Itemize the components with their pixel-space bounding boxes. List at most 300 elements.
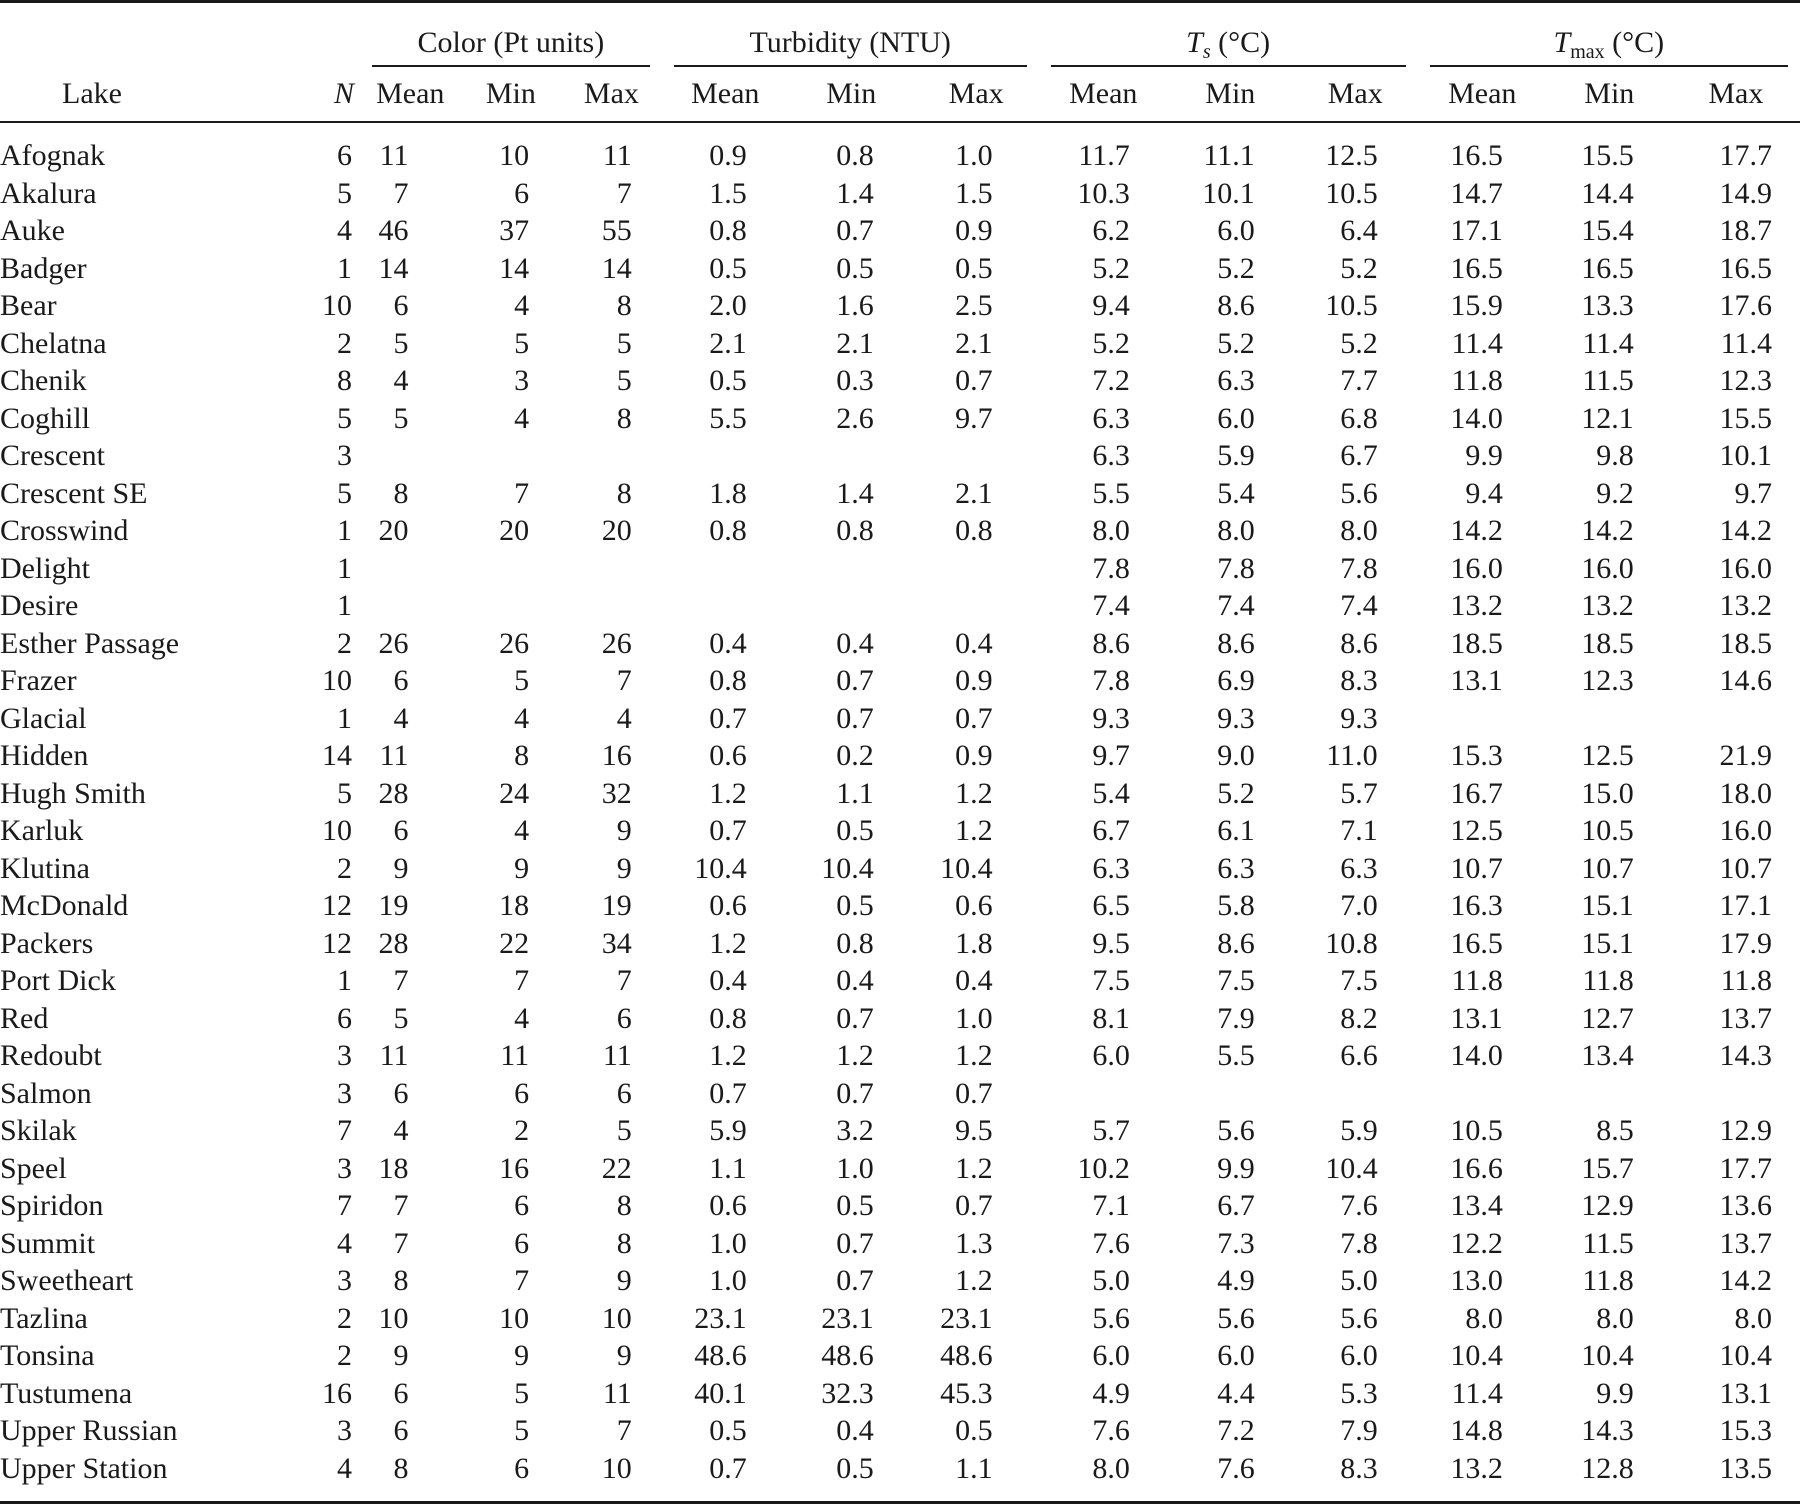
value-cell: 9.9: [1596, 1376, 1634, 1410]
value-cell: 0.8: [836, 514, 874, 547]
value-cell: 1.5: [709, 176, 747, 210]
table-row: [0, 587, 1800, 625]
value-cell: 0.7: [955, 701, 993, 735]
value-cell: 8.6: [1092, 626, 1130, 660]
value-cell: 0.5: [709, 1414, 747, 1447]
value-cell: 5.2: [1092, 251, 1130, 285]
value-cell: 18.5: [1581, 626, 1634, 660]
value-cell: 15.1: [1581, 926, 1634, 960]
value-cell: 13.4: [1581, 1039, 1634, 1072]
value-cell: 5: [616, 326, 632, 360]
value-cell: 0.7: [836, 1226, 874, 1260]
value-cell: 1.2: [709, 776, 747, 810]
value-cell: 9.0: [1217, 739, 1255, 772]
value-cell: 0.8: [836, 926, 874, 960]
table-row: [0, 475, 1800, 513]
value-cell: 1.1: [836, 776, 874, 810]
table-row: [0, 1037, 1800, 1075]
value-cell: 8: [514, 739, 530, 772]
value-cell: [662, 587, 789, 625]
value-cell: 4.4: [1217, 1376, 1255, 1410]
value-cell: 9: [616, 1339, 632, 1372]
value-cell: 20: [378, 514, 409, 547]
value-cell: 4: [514, 401, 530, 435]
value-cell: 5.6: [1340, 476, 1378, 510]
value-cell: 7.4: [1340, 589, 1378, 622]
value-cell: 6.3: [1217, 851, 1255, 885]
lake-name-cell: Akalura: [0, 176, 97, 210]
value-cell: 12.5: [1325, 139, 1378, 172]
value-cell: 16.6: [1450, 1151, 1503, 1185]
value-cell: 1.2: [836, 1039, 874, 1072]
value-cell: 10: [499, 139, 530, 172]
value-cell: 2.6: [836, 401, 874, 435]
value-cell: 16.0: [1450, 551, 1503, 585]
value-cell: 5: [514, 326, 530, 360]
value-cell: 9: [393, 1339, 409, 1372]
value-cell: 5.0: [1340, 1264, 1378, 1297]
value-cell: 6.5: [1092, 889, 1130, 922]
value-cell: 11.1: [1203, 139, 1255, 172]
value-cell: 11: [602, 139, 632, 172]
table-row: [0, 1187, 1800, 1225]
value-cell: 5.5: [1217, 1039, 1255, 1072]
value-cell: 17.1: [1719, 889, 1772, 922]
value-cell: 5: [514, 1376, 530, 1410]
value-cell: 17.7: [1719, 139, 1772, 172]
value-cell: 10.4: [694, 851, 747, 885]
value-cell: 1.0: [955, 139, 993, 172]
value-cell: 24: [499, 776, 530, 810]
column-header-turbidity-max: Max: [948, 77, 1004, 111]
value-cell: 26: [601, 626, 632, 660]
table-row: [0, 1450, 1800, 1488]
value-cell: 5.5: [1092, 476, 1130, 510]
value-cell: 14.2: [1581, 514, 1634, 547]
value-cell: 9.3: [1092, 701, 1130, 735]
value-cell: 7: [616, 1414, 632, 1447]
value-cell: 0.7: [955, 1189, 993, 1222]
value-cell: 7: [616, 964, 632, 997]
group-header-color: [360, 2, 662, 68]
value-cell: 10.3: [1077, 176, 1130, 210]
sample-count-cell: 7: [336, 1114, 352, 1147]
value-cell: 14.7: [1450, 176, 1503, 210]
lake-name-cell: Hidden: [0, 739, 89, 772]
lake-name-cell: Crescent: [0, 439, 105, 472]
value-cell: 10.4: [1581, 1339, 1634, 1372]
value-cell: 7.5: [1217, 964, 1255, 997]
value-cell: 5.2: [1340, 251, 1378, 285]
group-subscript-s: s: [1202, 40, 1211, 63]
value-cell: 13.3: [1581, 289, 1634, 322]
value-cell: [1293, 1075, 1418, 1113]
table-row: [0, 812, 1800, 850]
value-cell: 1.5: [955, 176, 993, 210]
value-cell: 13.7: [1719, 1226, 1772, 1260]
value-cell: 6.0: [1092, 1339, 1130, 1372]
sample-count-cell: 3: [336, 439, 352, 472]
group-symbol-ts: T: [1186, 25, 1203, 59]
group-header-surface-temp: [1039, 2, 1418, 68]
value-cell: 11.8: [1582, 1264, 1634, 1297]
value-cell: 0.5: [709, 364, 747, 397]
lake-name-cell: Packers: [0, 926, 94, 960]
value-cell: 1.0: [955, 1001, 993, 1035]
value-cell: 6: [393, 289, 409, 322]
value-cell: 1.1: [709, 1151, 747, 1185]
sample-count-cell: 2: [336, 851, 352, 885]
lake-name-cell: Salmon: [0, 1076, 92, 1110]
value-cell: 14.2: [1450, 514, 1503, 547]
value-cell: 0.8: [709, 214, 747, 247]
value-cell: 4: [393, 1114, 409, 1147]
value-cell: 8.0: [1340, 514, 1378, 547]
value-cell: 6.4: [1340, 214, 1378, 247]
value-cell: 37: [499, 214, 530, 247]
value-cell: [461, 550, 562, 588]
lake-name-cell: Tazlina: [0, 1301, 88, 1335]
value-cell: 48.6: [694, 1339, 747, 1372]
value-cell: 6.7: [1092, 814, 1130, 847]
column-header-lake: Lake: [62, 77, 122, 111]
sample-count-cell: 6: [336, 1001, 352, 1035]
value-cell: 14.2: [1719, 514, 1772, 547]
value-cell: 1.2: [955, 1039, 993, 1072]
sample-count-cell: 7: [336, 1189, 352, 1222]
value-cell: 1.2: [709, 1039, 747, 1072]
lake-name-cell: Summit: [0, 1226, 96, 1260]
value-cell: [1672, 700, 1800, 738]
sample-count-cell: 6: [336, 139, 352, 172]
table-row: [0, 1150, 1800, 1188]
table-row: [0, 1262, 1800, 1300]
value-cell: 6.0: [1217, 401, 1255, 435]
value-cell: 23.1: [821, 1301, 874, 1335]
sample-count-cell: 1: [336, 251, 352, 285]
value-cell: 8: [616, 1189, 632, 1222]
value-cell: 14.4: [1581, 176, 1634, 210]
value-cell: 5: [616, 364, 632, 397]
value-cell: 0.6: [709, 1189, 747, 1222]
value-cell: 0.5: [955, 251, 993, 285]
value-cell: 1.2: [955, 814, 993, 847]
value-cell: 12.7: [1581, 1001, 1634, 1035]
value-cell: 16.5: [1450, 926, 1503, 960]
value-cell: 5: [393, 401, 409, 435]
value-cell: 1.2: [955, 1151, 993, 1185]
value-cell: 9: [616, 814, 632, 847]
sample-count-cell: 4: [336, 1451, 352, 1485]
value-cell: 11.0: [1326, 739, 1378, 772]
value-cell: 6.3: [1340, 851, 1378, 885]
value-cell: 2.1: [955, 476, 993, 510]
value-cell: 5: [393, 1001, 409, 1035]
value-cell: 7.6: [1340, 1189, 1378, 1222]
table-row: [0, 550, 1800, 588]
sample-count-cell: 8: [336, 364, 352, 397]
sample-count-cell: 2: [336, 1339, 352, 1372]
value-cell: 7: [616, 176, 632, 210]
group-unit-tmax: (°C): [1604, 25, 1665, 59]
value-cell: 16.0: [1719, 551, 1772, 585]
table-row: [0, 1075, 1800, 1113]
value-cell: 0.7: [836, 214, 874, 247]
group-header-turbidity: [662, 2, 1039, 68]
table-row: [0, 625, 1800, 663]
value-cell: 11.4: [1451, 326, 1503, 360]
value-cell: [360, 437, 461, 475]
value-cell: 20: [601, 514, 632, 547]
group-header-max-temp: [1418, 2, 1800, 68]
value-cell: 9.9: [1465, 439, 1503, 472]
value-cell: 19: [378, 889, 409, 922]
value-cell: 5.7: [1340, 776, 1378, 810]
value-cell: 1.1: [955, 1451, 993, 1485]
value-cell: 26: [378, 626, 409, 660]
value-cell: [1168, 1075, 1293, 1113]
value-cell: 0.7: [709, 1451, 747, 1485]
value-cell: 6.2: [1092, 214, 1130, 247]
value-cell: 8.6: [1217, 289, 1255, 322]
value-cell: 18: [499, 889, 530, 922]
value-cell: 9.5: [955, 1114, 993, 1147]
value-cell: 46: [378, 214, 409, 247]
group-label-turbidity: Turbidity (NTU): [749, 25, 951, 59]
value-cell: 10.4: [940, 851, 993, 885]
value-cell: 15.7: [1581, 1151, 1634, 1185]
value-cell: 7.7: [1340, 364, 1378, 397]
table-row: [0, 325, 1800, 363]
value-cell: 13.4: [1450, 1189, 1503, 1222]
lake-name-cell: Delight: [0, 551, 90, 585]
value-cell: 6: [616, 1076, 632, 1110]
column-header-n: N: [333, 77, 354, 111]
value-cell: 18.0: [1719, 776, 1772, 810]
value-cell: 5: [514, 1414, 530, 1447]
value-cell: 11: [379, 139, 409, 172]
value-cell: 4: [393, 701, 409, 735]
lake-name-cell: Hugh Smith: [0, 776, 146, 810]
sample-count-cell: 5: [336, 401, 352, 435]
value-cell: 5.2: [1217, 251, 1255, 285]
value-cell: 8: [393, 1451, 409, 1485]
header-stat-row: [0, 67, 1800, 122]
value-cell: 8: [616, 401, 632, 435]
value-cell: 10: [499, 1301, 530, 1335]
table-row: [0, 775, 1800, 813]
sample-count-cell: 3: [336, 1076, 352, 1110]
sample-count-cell: 1: [336, 514, 352, 547]
value-cell: 0.4: [709, 626, 747, 660]
value-cell: 8.5: [1596, 1114, 1634, 1147]
value-cell: 7.5: [1092, 964, 1130, 997]
value-cell: 8.6: [1217, 626, 1255, 660]
value-cell: 13.1: [1719, 1376, 1772, 1410]
value-cell: 16.7: [1450, 776, 1503, 810]
value-cell: 0.9: [955, 664, 993, 697]
sample-count-cell: 5: [336, 476, 352, 510]
value-cell: 8.0: [1092, 1451, 1130, 1485]
sample-count-cell: 12: [321, 926, 352, 960]
value-cell: 18: [378, 1151, 409, 1185]
value-cell: 0.6: [955, 889, 993, 922]
value-cell: 0.4: [836, 1414, 874, 1447]
column-header-turbidity-min: Min: [826, 77, 877, 111]
value-cell: 1.3: [955, 1226, 993, 1260]
table-row: [0, 1112, 1800, 1150]
lake-name-cell: Sweetheart: [0, 1264, 134, 1297]
value-cell: 5.4: [1217, 476, 1255, 510]
value-cell: 7.6: [1092, 1414, 1130, 1447]
value-cell: 7: [514, 964, 530, 997]
sample-count-cell: 3: [336, 1414, 352, 1447]
value-cell: 55: [601, 214, 632, 247]
lake-name-cell: Auke: [0, 214, 65, 247]
value-cell: 1.0: [836, 1151, 874, 1185]
table-row: [0, 700, 1800, 738]
value-cell: 12.5: [1450, 814, 1503, 847]
value-cell: 0.6: [709, 739, 747, 772]
value-cell: 6.8: [1340, 401, 1378, 435]
value-cell: 10.7: [1450, 851, 1503, 885]
value-cell: 7.8: [1092, 664, 1130, 697]
value-cell: 26: [499, 626, 530, 660]
value-cell: 7.8: [1092, 551, 1130, 585]
value-cell: 17.6: [1719, 289, 1772, 322]
lake-name-cell: Esther Passage: [0, 626, 180, 660]
value-cell: 19: [601, 889, 632, 922]
value-cell: 2.5: [955, 289, 993, 322]
lake-name-cell: Skilak: [0, 1114, 77, 1147]
value-cell: [789, 587, 914, 625]
value-cell: 15.4: [1581, 214, 1634, 247]
value-cell: 1.2: [955, 1264, 993, 1297]
value-cell: [561, 550, 662, 588]
lake-name-cell: Crosswind: [0, 514, 129, 547]
value-cell: 11: [500, 1039, 530, 1072]
value-cell: 4: [514, 289, 530, 322]
value-cell: 8: [616, 1226, 632, 1260]
value-cell: 16.0: [1581, 551, 1634, 585]
table-row: [0, 925, 1800, 963]
value-cell: 6: [514, 1226, 530, 1260]
table-row: [0, 850, 1800, 888]
value-cell: 0.5: [836, 251, 874, 285]
table-row: [0, 437, 1800, 475]
value-cell: 12.1: [1581, 401, 1634, 435]
value-cell: 7.2: [1092, 364, 1130, 397]
lake-name-cell: Red: [0, 1001, 49, 1035]
sample-count-cell: 16: [321, 1376, 352, 1410]
sample-count-cell: 1: [336, 589, 352, 622]
value-cell: 34: [601, 926, 632, 960]
value-cell: 14.9: [1719, 176, 1772, 210]
value-cell: 11: [602, 1039, 632, 1072]
value-cell: 15.3: [1719, 1414, 1772, 1447]
value-cell: 7: [393, 964, 409, 997]
lake-name-cell: Upper Station: [0, 1451, 168, 1485]
value-cell: 17.9: [1719, 926, 1772, 960]
value-cell: 6: [393, 664, 409, 697]
sample-count-cell: 3: [336, 1039, 352, 1072]
value-cell: [1418, 700, 1547, 738]
value-cell: 45.3: [940, 1376, 993, 1410]
value-cell: 12.9: [1581, 1189, 1634, 1222]
table-row: [0, 175, 1800, 213]
value-cell: 5.2: [1217, 776, 1255, 810]
value-cell: [789, 437, 914, 475]
value-cell: 2.1: [955, 326, 993, 360]
table-header: [0, 2, 1800, 138]
value-cell: 16.0: [1719, 814, 1772, 847]
sample-count-cell: 12: [321, 889, 352, 922]
value-cell: 13.7: [1719, 1001, 1772, 1035]
column-header-color-max: Max: [583, 77, 639, 111]
group-symbol-tmax: T: [1553, 25, 1571, 59]
value-cell: 0.7: [955, 364, 993, 397]
value-cell: 9.8: [1596, 439, 1634, 472]
value-cell: 6.6: [1340, 1039, 1378, 1072]
value-cell: 14.3: [1719, 1039, 1772, 1072]
value-cell: 14: [601, 251, 632, 285]
value-cell: 11.8: [1582, 964, 1634, 997]
value-cell: 4: [514, 1001, 530, 1035]
value-cell: 5: [616, 1114, 632, 1147]
value-cell: 7.4: [1217, 589, 1255, 622]
value-cell: 0.5: [836, 889, 874, 922]
value-cell: 7: [514, 1264, 530, 1297]
value-cell: 5.6: [1092, 1301, 1130, 1335]
value-cell: 23.1: [694, 1301, 747, 1335]
table-row: [0, 250, 1800, 288]
value-cell: 8: [616, 476, 632, 510]
value-cell: 14.6: [1719, 664, 1772, 697]
value-cell: 0.4: [955, 964, 993, 997]
value-cell: 5.2: [1092, 326, 1130, 360]
lake-name-cell: Spiridon: [0, 1189, 104, 1222]
table-row: [0, 662, 1800, 700]
value-cell: 5.6: [1217, 1114, 1255, 1147]
lake-name-cell: Tonsina: [0, 1339, 95, 1372]
table-row: [0, 1375, 1800, 1413]
value-cell: [789, 550, 914, 588]
value-cell: 0.6: [709, 889, 747, 922]
table-row: [0, 962, 1800, 1000]
value-cell: 40.1: [694, 1376, 747, 1410]
value-cell: 6.9: [1217, 664, 1255, 697]
value-cell: 48.6: [821, 1339, 874, 1372]
lake-name-cell: Chenik: [0, 364, 87, 397]
value-cell: 2.1: [836, 326, 874, 360]
value-cell: 9.3: [1217, 701, 1255, 735]
value-cell: 9.7: [1734, 476, 1772, 510]
value-cell: 0.9: [955, 739, 993, 772]
value-cell: [1672, 1075, 1800, 1113]
value-cell: 13.5: [1719, 1451, 1772, 1485]
value-cell: 7.9: [1217, 1001, 1255, 1035]
value-cell: 0.7: [709, 701, 747, 735]
value-cell: 0.7: [709, 1076, 747, 1110]
value-cell: 7: [393, 1226, 409, 1260]
column-header-turbidity-mean: Mean: [691, 77, 760, 111]
value-cell: 0.7: [836, 701, 874, 735]
value-cell: [1418, 1075, 1547, 1113]
value-cell: 7.5: [1340, 964, 1378, 997]
value-cell: 6.7: [1217, 1189, 1255, 1222]
value-cell: 8: [393, 1264, 409, 1297]
lake-name-cell: Badger: [0, 251, 87, 285]
